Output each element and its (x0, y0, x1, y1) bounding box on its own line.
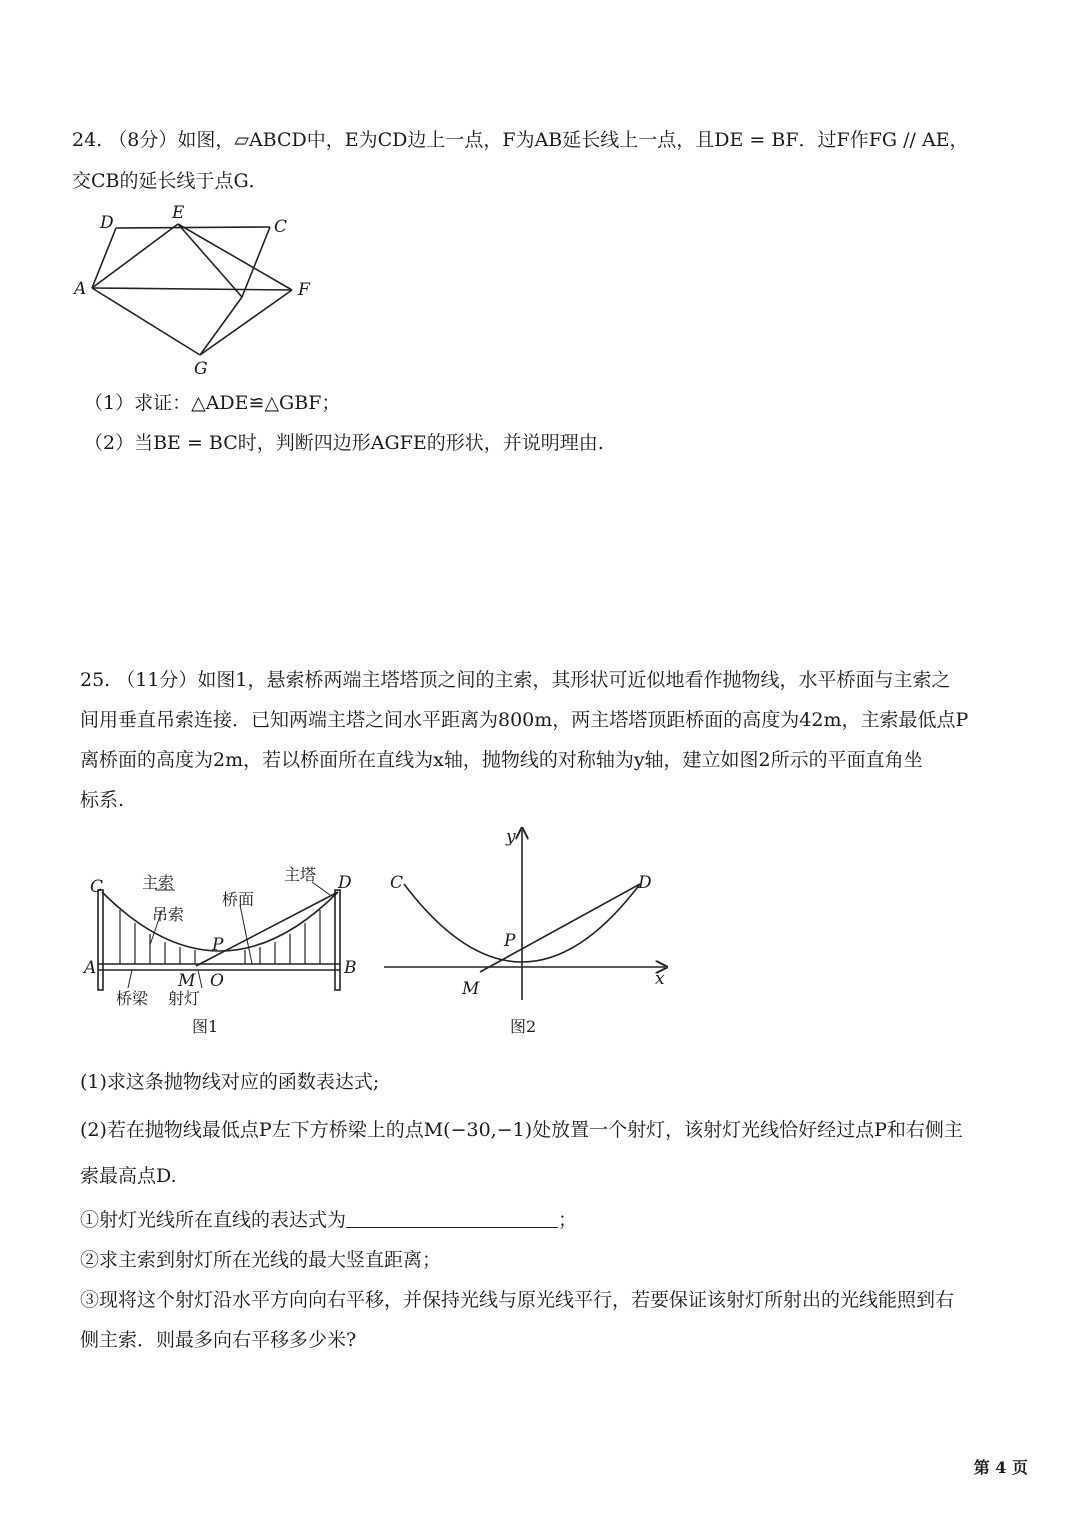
q25-item3-line1: ③现将这个射灯沿水平方向向右平移，并保持光线与原光线平行，若要保证该射灯所射出的光线能照到右 (80, 1289, 955, 1311)
answer-blank (346, 1209, 558, 1228)
q25-part2-line2: 索最高点D. (80, 1165, 177, 1187)
page-number: 第 4 页 (973, 1458, 1028, 1477)
q25-item1-suffix: ； (558, 1209, 578, 1231)
right-tower (335, 890, 340, 990)
fig2-axis-y: y (506, 827, 516, 847)
fig1-main-cable-label: 主索 (142, 873, 175, 892)
segment-AG (92, 288, 200, 355)
fig1-hanger-label: 吊索 (152, 905, 185, 924)
q25-item1 (80, 1207, 577, 1233)
fig2-light-ray (480, 884, 640, 972)
fig1-girder-label: 桥梁 (116, 989, 149, 1008)
q24-stem-line2: 交CB的延长线于点G． (72, 170, 268, 192)
q25-part2-line1: (2)若在抛物线最低点P左下方桥梁上的点M(−30,−1)处放置一个射灯，该射灯光线恰好经过点P和右侧主 (80, 1119, 963, 1141)
label-D: D (100, 213, 114, 233)
label-G: G (194, 359, 208, 379)
label-F: F (298, 280, 310, 300)
fig2-label-C: C (390, 873, 404, 893)
fig1-caption: 图1 (192, 1017, 219, 1036)
q24-figure (60, 200, 330, 380)
q25-item1-prefix: ①射灯光线所在直线的表达式为 (80, 1209, 347, 1231)
q25-stem-line1: 25. （11分）如图1，悬索桥两端主塔塔顶之间的主索，其形状可近似地看作抛物线，水平桥面与主索之 (80, 669, 951, 691)
segment-EB (178, 224, 242, 297)
fig1-label-M: M (178, 971, 196, 991)
q25-item3-line2: 侧主索．则最多向右平移多少米? (80, 1329, 357, 1351)
q25-item2: ②求主索到射灯所在光线的最大竖直距离； (80, 1249, 442, 1271)
fig2-axis-x: x (655, 969, 665, 989)
q25-part1: (1)求这条抛物线对应的函数表达式; (80, 1071, 380, 1093)
fig1-label-C: C (90, 877, 104, 897)
label-A: A (74, 279, 87, 299)
q24-stem-line1: 24. （8分）如图，▱ABCD中，E为CD边上一点，F为AB延长线上一点，且DE = BF．过F作FG // AE， (72, 129, 969, 151)
segment-BG (200, 297, 242, 355)
fig1-tower-label: 主塔 (284, 865, 317, 884)
segment-DC (116, 227, 270, 228)
fig1-label-B: B (344, 958, 357, 978)
segment-AF (92, 288, 292, 290)
fig1-lamp-label: 射灯 (168, 989, 201, 1008)
fig2-label-D: D (638, 873, 652, 893)
fig1-label-A: A (84, 958, 97, 978)
fig2-label-P: P (504, 931, 516, 951)
fig2-caption: 图2 (510, 1017, 537, 1036)
q25-figure2 (380, 822, 680, 1042)
segment-CB (242, 227, 270, 297)
q24-part2: （2）当BE = BC时，判断四边形AGFE的形状，并说明理由. (84, 432, 604, 454)
left-tower (98, 890, 103, 990)
fig1-deck-label: 桥面 (222, 890, 255, 909)
fig1-label-P: P (212, 935, 224, 955)
q25-stem-line4: 标系. (80, 789, 125, 811)
fig2-label-M: M (462, 979, 480, 999)
segment-GF (200, 290, 292, 355)
fig1-label-D: D (338, 873, 352, 893)
q25-figure1 (80, 860, 370, 1040)
label-C: C (274, 217, 288, 237)
label-E: E (172, 203, 185, 223)
q25-stem-line2: 间用垂直吊索连接．已知两端主塔之间水平距离为800m，两主塔塔顶距桥面的高度为42m，主索最低点P (80, 709, 969, 731)
q25-stem-line3: 离桥面的高度为2m，若以桥面所在直线为x轴，抛物线的对称轴为y轴，建立如图2所示的平面直角坐 (80, 749, 923, 771)
fig1-label-O: O (210, 971, 224, 991)
q24-part1: （1）求证：△ADE≌△GBF； (84, 392, 341, 414)
